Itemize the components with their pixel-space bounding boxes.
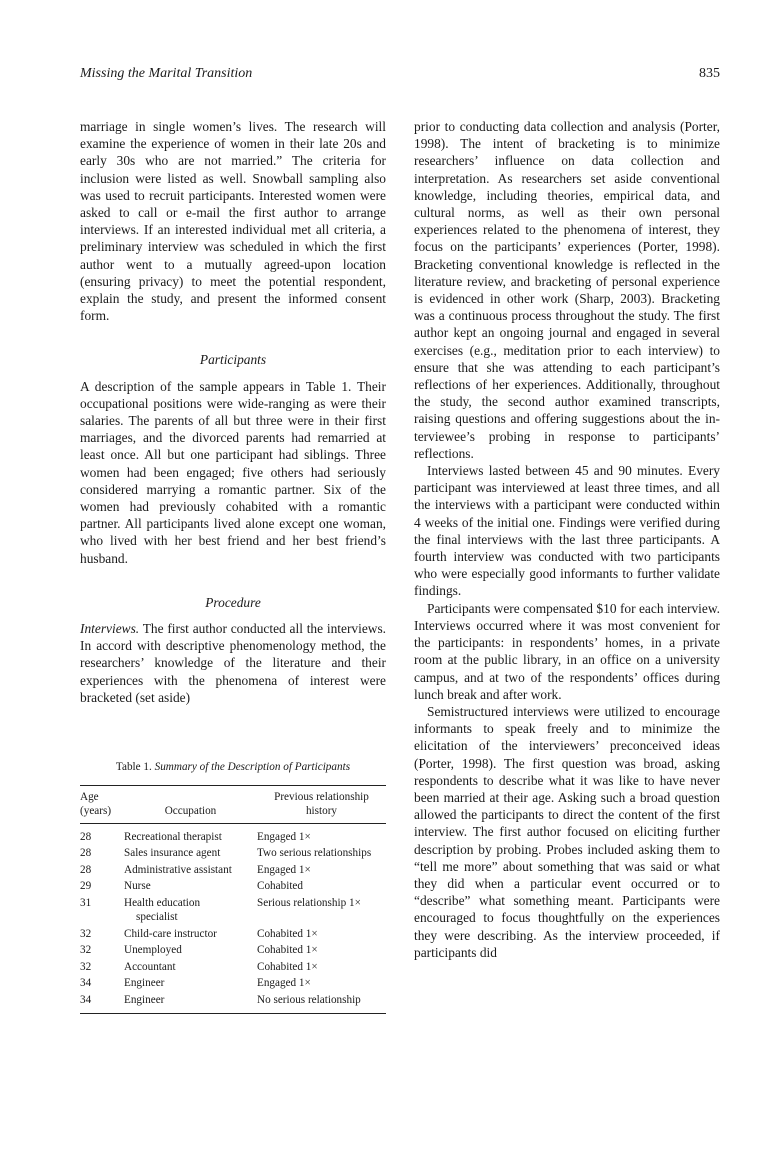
- header-history: [257, 785, 386, 823]
- cell-age: 32: [80, 944, 92, 957]
- cell-occupation: [124, 975, 257, 992]
- table-row: [80, 942, 386, 959]
- cell-occupation-text: Recreational therapist: [124, 830, 222, 843]
- header-age-line2: (years): [80, 805, 112, 818]
- cell-age: 32: [80, 960, 92, 973]
- cell-occupation-text: Administrative assistant: [124, 863, 232, 876]
- section-heading-participants: Participants: [199, 352, 267, 368]
- table-row: [80, 878, 386, 895]
- table-row: [80, 959, 386, 976]
- cell-age: 34: [80, 977, 92, 990]
- cell-history: Cohabited 1×: [257, 944, 318, 957]
- cell-occupation: [124, 926, 257, 943]
- header-history-line2: history: [305, 805, 338, 818]
- cell-occupation-continuation: specialist: [136, 911, 178, 924]
- paragraph-interviews: [80, 620, 386, 706]
- cell-occupation: [124, 862, 257, 879]
- table-row: [80, 862, 386, 879]
- table-caption-title: Summary of the Description of Participants: [154, 761, 351, 774]
- table-row: [80, 823, 386, 845]
- cell-history: Serious relationship 1×: [257, 896, 361, 909]
- cell-occupation: [124, 878, 257, 895]
- header-history-line1: Previous relationship: [274, 790, 369, 803]
- cell-occupation-text: Health education: [124, 896, 201, 909]
- cell-history: No serious relationship: [257, 993, 361, 1006]
- running-title: Missing the Marital Transition: [80, 66, 253, 81]
- paragraph-bracketing: prior to conducting data collection and analysis (Porter, 1998). The intent of bracketing is to minimize researchers’ influence on data collection and interpretation. As researchers set aside conventional knowledge, including theories, empirical data, and cultural norms, as well as their own personal experiences related to the phenomena of interest, they focus on the participants’ experiences (Porter, 1998). Bracketing conventional knowledge is reflected in the literature review, and bracketing of personal experience is evidenced in other work (Sharp, 2003). Bracketing was a continuous process throughout the study. The first author kept an ongoing journal and engaged in several exercises (e.g., meditation prior to each interview) to ensure that she was attending to each participant’s reflections of her experiences. Additionally, throughout the study, the second author examined transcripts, raising questions and offering suggestions about the interviewee’s probing in response to participants’ reflections.: [414, 119, 720, 461]
- table-row: [80, 845, 386, 862]
- table-body: [80, 823, 386, 1014]
- cell-occupation-text: Engineer: [124, 993, 165, 1006]
- cell-occupation: [124, 845, 257, 862]
- cell-age: 31: [80, 896, 92, 909]
- cell-history: Two serious relationships: [257, 847, 372, 860]
- cell-age: 29: [80, 880, 92, 893]
- paragraph-recruitment: marriage in single women’s lives. The research will examine the experience of women in their late 20s and early 30s who are not married.” The criteria for inclusion were listed as well. Snowball sampling also was used to recruit participants. Interested women were asked to call or e-mail the first author to arrange interviews. If an interested individual met all criteria, a preliminary interview was scheduled in which the first author went to a mutually agreed-upon location (ensuring privacy) to meet the potential respondent, explain the study, and present the informed consent form.: [80, 119, 386, 324]
- cell-age: 28: [80, 847, 92, 860]
- cell-occupation: [124, 942, 257, 959]
- cell-history: Cohabited 1×: [257, 927, 318, 940]
- paragraph-participants: A description of the sample appears in Table 1. Their occupational positions were wide-ranging as were their salaries. The parents of all but three were in their first marriages, and the divorced parents had remarried at least once. All but one participant had siblings. Three women had been engaged; five others had seriously considered marrying a romantic partner. Six of the women had previously cohabited with a romantic partner. All participants lived alone except one woman, who lived with her best friend and her best friend’s husband.: [80, 378, 386, 566]
- table-header-row: [80, 785, 386, 823]
- cell-history: Cohabited: [257, 880, 303, 893]
- paragraph-semistructured: Semistructured interviews were utilized to encourage informants to speak freely and to minimize the elicitation of the interviewers’ preconceived ideas (Porter, 1998). The first question was broad, asking respondents to describe what it was like to have never been married at their age. Asking such a broad question allowed the participants to direct the content of the first interview. The first author focused on eliciting further description by probing. Probes included asking them to “tell me more” about something that was said or what they did when a particular event occurred or to “describe” what something meant. Participants were encouraged to focus thoughtfully on the experiences they were describing. As the interview proceeded, if participants did: [414, 703, 720, 960]
- header-age: [80, 785, 124, 823]
- cell-occupation: [124, 895, 257, 926]
- table-row: [80, 895, 386, 926]
- cell-age: 28: [80, 830, 92, 843]
- table-row: [80, 926, 386, 943]
- page-number: 835: [699, 66, 720, 81]
- cell-history: Engaged 1×: [257, 863, 311, 876]
- cell-occupation: [124, 823, 257, 845]
- header-age-line1: Age: [80, 790, 99, 803]
- paragraph-interviews-text: The first author conducted all the interviews. In accord with descriptive phenomenology method, the researchers’ knowledge of the literature and their experiences with the phenomena of interest were bracketed (set aside): [80, 621, 386, 705]
- table-caption-label: Table 1.: [115, 761, 152, 774]
- run-in-heading-interviews: Interviews.: [80, 621, 140, 637]
- cell-occupation-text: Child-care instructor: [124, 927, 217, 940]
- section-heading-procedure: Procedure: [205, 594, 261, 610]
- cell-occupation: [124, 992, 257, 1014]
- table-1: [80, 760, 386, 1014]
- table-caption: [80, 760, 386, 775]
- header-occupation: Occupation: [124, 785, 257, 823]
- cell-age: 34: [80, 993, 92, 1006]
- table-row: [80, 992, 386, 1014]
- paragraph-interview-duration: Interviews lasted between 45 and 90 minutes. Every participant was interviewed at least three times, and all the interviews with a participant were conducted within 4 weeks of the initial one. Findings were verified during the final interviews with the last three participants. A fourth interview was conducted with two participants who were especially good informants to further validate findings.: [414, 463, 720, 599]
- cell-history: Cohabited 1×: [257, 960, 318, 973]
- cell-occupation: [124, 959, 257, 976]
- cell-age: 32: [80, 927, 92, 940]
- cell-occupation-text: Nurse: [124, 880, 151, 893]
- cell-occupation-text: Engineer: [124, 977, 165, 990]
- cell-history: Engaged 1×: [257, 830, 311, 843]
- paragraph-compensation: Participants were compensated $10 for each interview. Interviews occurred where it was most convenient for the participants: in respondents’ homes, in a private room at the public library, in an office on a university campus, and at two of the respondents’ offices during lunch break and after work.: [414, 600, 720, 702]
- cell-history: Engaged 1×: [257, 977, 311, 990]
- participants-table: [80, 785, 386, 1015]
- cell-occupation-text: Accountant: [124, 960, 176, 973]
- table-row: [80, 975, 386, 992]
- cell-occupation-text: Unemployed: [124, 944, 182, 957]
- cell-occupation-text: Sales insurance agent: [124, 847, 221, 860]
- running-header: [80, 66, 720, 86]
- left-column: [80, 118, 386, 1014]
- cell-age: 28: [80, 863, 92, 876]
- right-column: [414, 118, 720, 961]
